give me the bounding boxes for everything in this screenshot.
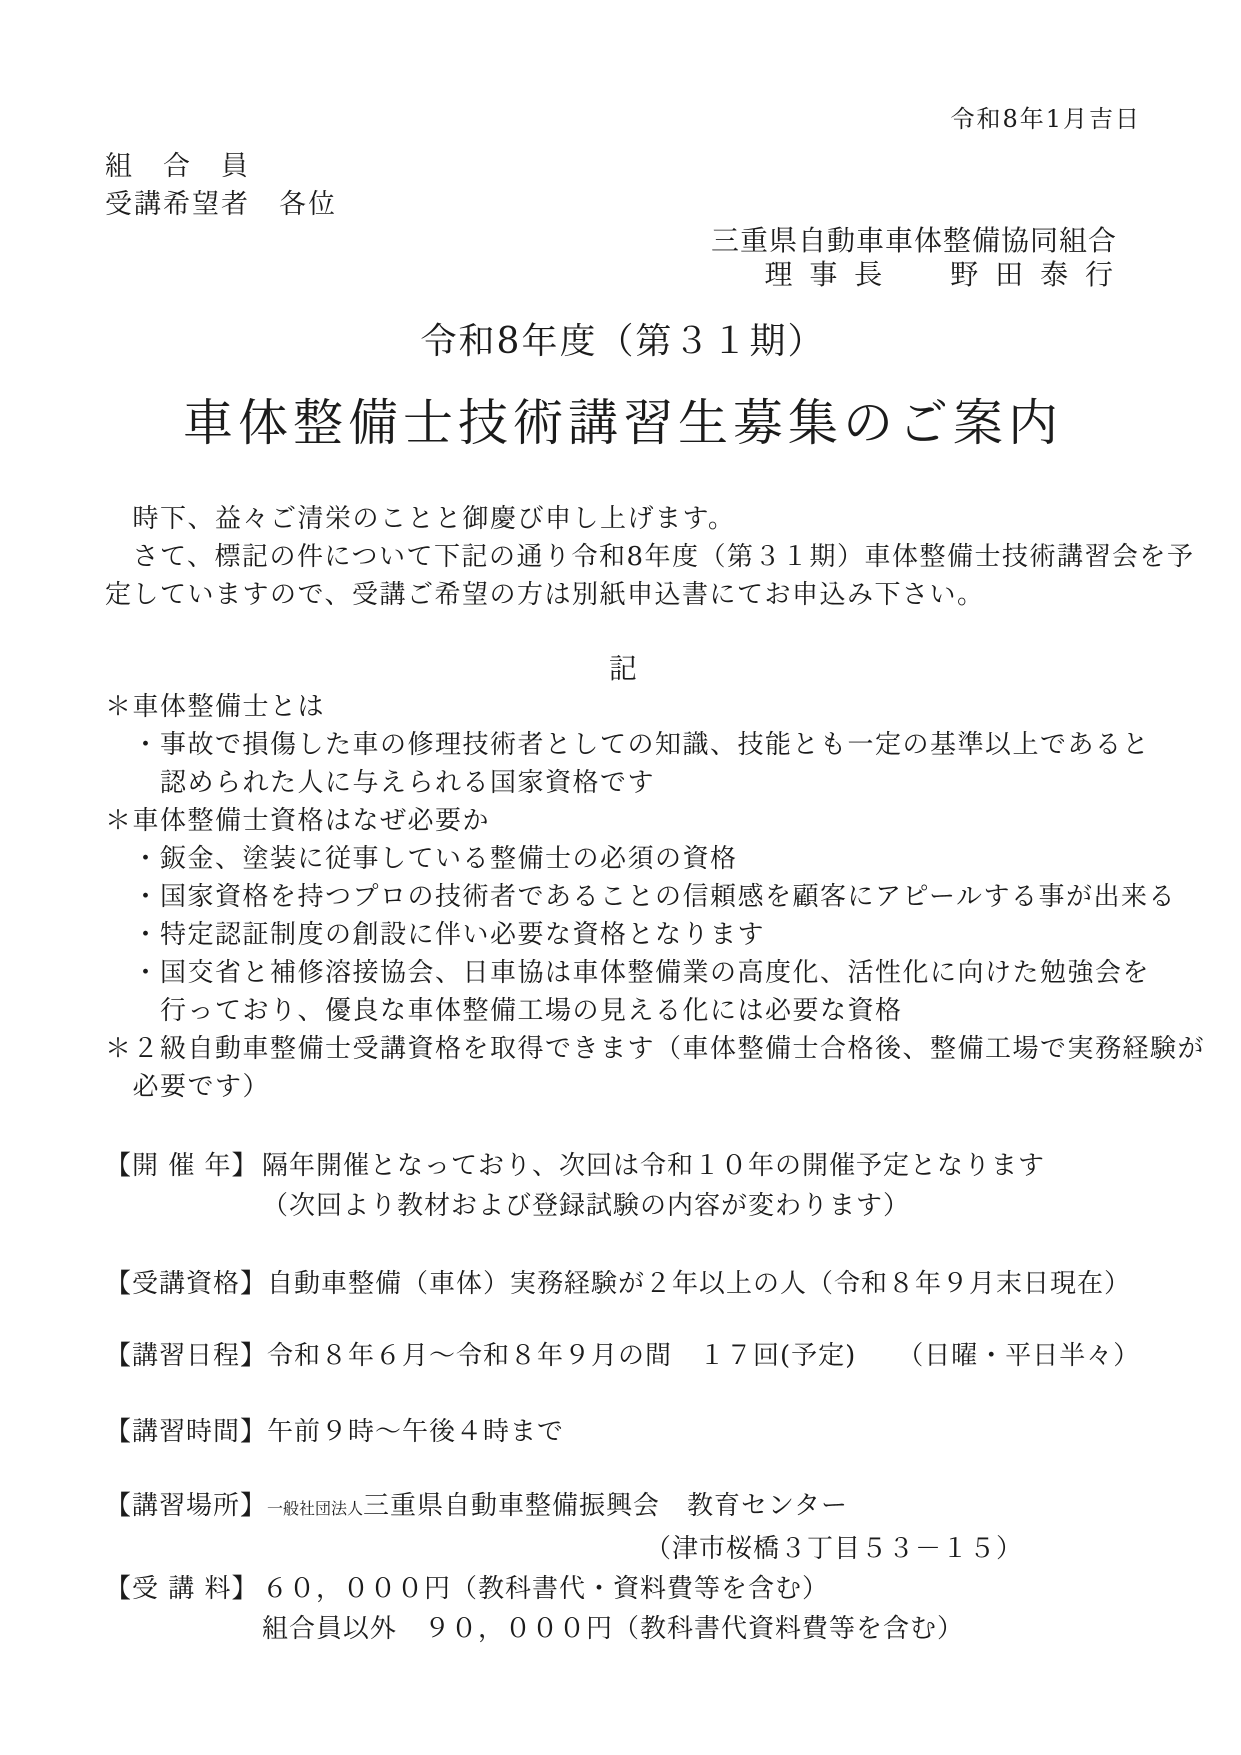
recipient-applicants: 受講希望者 各位 <box>105 189 337 220</box>
note-line: 行っており、優良な車体整備工場の見える化には必要な資格 <box>105 996 903 1026</box>
greeting-line: さて、標記の件について下記の通り令和8年度（第３１期）車体整備士技術講習会を予 <box>105 542 1195 572</box>
section-line: （次回より教材および登録試験の内容が変わります） <box>262 1191 911 1221</box>
issuer-organization: 三重県自動車車体整備協同組合 <box>710 224 1117 257</box>
recipient-members: 組 合 員 <box>105 151 250 182</box>
section-content <box>262 1146 1045 1226</box>
section-content <box>267 1412 564 1452</box>
section-content <box>267 1486 848 1529</box>
section-eligibility <box>105 1264 1141 1304</box>
greeting-paragraph <box>105 500 1195 614</box>
note-line: ・鈑金、塗装に従事している整備士の必須の資格 <box>105 844 738 874</box>
section-content <box>267 1336 1140 1376</box>
section-line: 午前９時～午後４時まで <box>267 1417 565 1447</box>
note-line: 必要です） <box>105 1072 271 1102</box>
section-line: ６０，０００円（教科書代・資料費等を含む） <box>262 1574 830 1604</box>
note-line: ＊車体整備士資格はなぜ必要か <box>105 806 491 836</box>
section-label: 【開 催 年】 <box>105 1151 259 1181</box>
section-line: 組合員以外 ９０，０００円（教科書代資料費等を含む） <box>262 1614 965 1644</box>
section-label: 【受 講 料】 <box>105 1574 259 1604</box>
note-line: ・国交省と補修溶接協会、日車協は車体整備業の高度化、活性化に向けた勉強会を <box>105 958 1151 988</box>
section-hours <box>105 1412 1141 1452</box>
ki-marker: 記 <box>608 652 637 685</box>
notes-list <box>105 688 1206 1106</box>
section-event-year <box>105 1146 1141 1226</box>
venue-address: （津市桜橋３丁目５３－１５） <box>645 1534 1024 1564</box>
section-venue <box>105 1486 1141 1529</box>
issue-date: 令和8年1月吉日 <box>950 105 1141 133</box>
venue-name: 三重県自動車整備振興会 教育センター <box>363 1491 848 1521</box>
venue-legal-prefix: 一般社団法人 <box>267 1499 364 1518</box>
note-line: 認められた人に与えられる国家資格です <box>105 768 656 798</box>
note-line: ＊車体整備士とは <box>105 692 326 722</box>
section-schedule <box>105 1336 1141 1376</box>
section-label: 【受講資格】 <box>105 1269 268 1299</box>
note-line: ・特定認証制度の創設に伴い必要な資格となります <box>105 920 766 950</box>
issuer-president: 理 事 長 野 田 泰 行 <box>764 258 1117 291</box>
greeting-line: 定していますので、受講ご希望の方は別紙申込書にてお申込み下さい。 <box>105 580 985 610</box>
section-content <box>267 1264 1131 1304</box>
note-line: ・国家資格を持つプロの技術者であることの信頼感を顧客にアピールする事が出来る <box>105 882 1176 912</box>
section-content <box>262 1569 964 1649</box>
fiscal-year-subtitle: 令和8年度（第３１期） <box>420 321 826 362</box>
section-label: 【講習日程】 <box>105 1341 268 1371</box>
section-label: 【講習時間】 <box>105 1417 268 1447</box>
detail-sections <box>105 1146 1141 1649</box>
section-line: 令和８年６月～令和８年９月の間 １７回(予定) （日曜・平日半々） <box>267 1341 1141 1371</box>
document-title: 車体整備士技術講習生募集のご案内 <box>183 394 1063 452</box>
note-line: ＊２級自動車整備士受講資格を取得できます（車体整備士合格後、整備工場で実務経験が <box>105 1034 1206 1064</box>
section-line: 隔年開催となっており、次回は令和１０年の開催予定となります <box>262 1151 1046 1181</box>
section-label: 【講習場所】 <box>105 1491 268 1521</box>
section-line: 自動車整備（車体）実務経験が２年以上の人（令和８年９月末日現在） <box>267 1269 1132 1299</box>
venue-line <box>267 1486 848 1529</box>
note-line: ・事故で損傷した車の修理技術者としての知識、技能とも一定の基準以上であると <box>105 730 1151 760</box>
greeting-line: 時下、益々ご清栄のことと御慶び申し上げます。 <box>105 504 736 534</box>
section-fee <box>105 1569 1141 1649</box>
